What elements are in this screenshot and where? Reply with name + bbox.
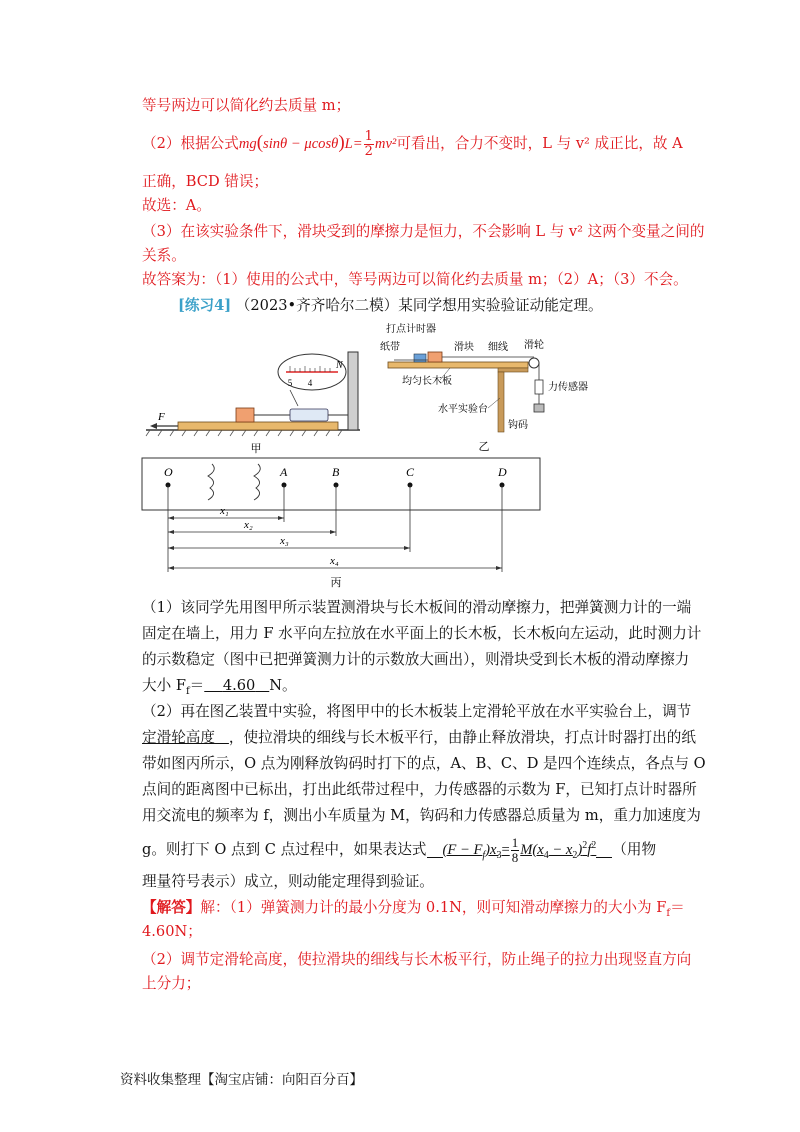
- formula-numerator: 1: [364, 128, 373, 144]
- formula-L: L=: [344, 136, 363, 152]
- q2-formula-part-a: (F − F: [442, 841, 483, 858]
- jia-block: [236, 408, 254, 422]
- yi-label-tape: 纸带: [380, 342, 400, 353]
- q2-formula-sup-2b: 2: [591, 840, 597, 851]
- yi-weight: [534, 404, 544, 412]
- q2-formula-numerator: 1: [511, 835, 519, 851]
- answer-line-1: [142, 898, 685, 924]
- formula-fraction: [364, 130, 374, 159]
- q2-f-prefix: g。则打下 O 点到 C 点过程中，如果表达式: [142, 840, 427, 858]
- answer-tag: 【解答】: [142, 899, 201, 916]
- q2-formula-sub-4: 4: [543, 849, 549, 861]
- formula-mv2: mv²: [374, 136, 397, 152]
- text-line-1: 等号两边可以简化约去质量 m；: [142, 97, 351, 114]
- answer-eq: ＝: [670, 899, 685, 916]
- yi-label-sensor: 力传感器: [548, 382, 588, 393]
- q2-line-c: 带如图丙所示，O 点为刚释放钩码时打下的点，A、B、C、D 是四个连续点，各点与 O: [142, 755, 706, 772]
- jia-caption: 甲: [250, 442, 262, 455]
- jia-scale-unit: N: [336, 360, 343, 371]
- q1-line-d: [142, 676, 297, 702]
- text-line-4: 故选：A。: [142, 197, 211, 214]
- q1-line-a: （1）该同学先用图甲所示装置测滑块与长木板间的滑动摩擦力，把弹簧测力计的一端: [142, 599, 692, 616]
- bing-point-A: A: [280, 465, 288, 479]
- q2-line-f: [142, 830, 657, 866]
- q2-formula-sub-2: 2: [572, 849, 578, 861]
- q2-line-b: [142, 728, 696, 748]
- q2-line-a: （2）再在图乙装置中实验，将图甲中的长木板装上定滑轮平放在水平实验台上，调节: [142, 703, 692, 720]
- jia-spring-scale: [290, 409, 328, 421]
- q2-formula-part-e: ): [577, 841, 583, 858]
- jia-scale-left-label: 5: [287, 378, 293, 388]
- q1-answer-blank: [204, 677, 269, 694]
- formula-rparen: ): [338, 132, 345, 153]
- q2-formula-part-d: − x: [548, 841, 573, 858]
- yi-table: [498, 372, 504, 432]
- practice-heading: [178, 296, 603, 316]
- answer-line-4: 上分力；: [142, 975, 201, 992]
- formula-mg: mg: [238, 136, 257, 152]
- bing-dist-x3: x₃: [280, 535, 289, 547]
- q2-formula-part-f: f: [587, 841, 592, 858]
- q2-line-e: 用交流电的频率为 f，测出小车质量为 M，钩码和力传感器总质量为 m，重力加速度为: [142, 807, 701, 824]
- q2-formula-sup-2a: 2: [582, 840, 588, 851]
- jia-force-label: F: [158, 411, 165, 423]
- figure-yi: [380, 318, 620, 458]
- bing-tape: [142, 458, 540, 510]
- page-footer: 资料收集整理【淘宝店铺：向阳百分百】: [120, 1072, 363, 1088]
- formula-lparen: (: [256, 132, 264, 153]
- yi-pulley: [529, 358, 539, 368]
- formula-denominator: 2: [364, 143, 373, 159]
- q2-answer-blank: [142, 729, 229, 746]
- q2-formula-part-c: M(x: [520, 841, 544, 858]
- q2-formula-eq: =: [501, 841, 510, 858]
- answer-line-3: （2）调节定滑轮高度，使拉滑块的细线与长木板平行，防止绳子的拉力出现竖直方向: [142, 951, 692, 968]
- text-line-2-suffix: 可看出，合力不变时，L 与 v² 成正比，故 A: [396, 135, 683, 152]
- bing-caption: 丙: [330, 576, 342, 589]
- jia-scale-right-label: 4: [307, 378, 313, 388]
- q2-line-g: 理量符号表示）成立，则动能定理得到验证。: [142, 873, 434, 890]
- yi-label-table: 水平实验台: [438, 404, 488, 415]
- q1-sub-f: f: [185, 685, 190, 697]
- yi-force-sensor: [535, 380, 543, 394]
- q2-formula-sub-f: f: [482, 849, 486, 861]
- q1-eq: ＝: [189, 677, 205, 694]
- yi-caption: 乙: [478, 440, 490, 453]
- yi-label-weight: 钩码: [508, 420, 528, 431]
- yi-label-pulley: 滑轮: [524, 340, 544, 351]
- practice-tag: [练习4]: [178, 297, 232, 314]
- text-line-5: （3）在该实验条件下，滑块受到的摩擦力是恒力，不会影响 L 与 v² 这两个变量之间的: [142, 223, 705, 240]
- text-line-7: 故答案为：（1）使用的公式中，等号两边可以简化约去质量 m；（2）A；（3）不会。: [142, 271, 688, 288]
- bing-point-D: D: [498, 465, 507, 479]
- q2-formula: [442, 835, 597, 866]
- answer-text-1: 解：（1）弹簧测力计的最小分度为 0.1N，则可知滑动摩擦力的大小为 F: [200, 899, 667, 916]
- yi-label-block: 滑块: [454, 342, 474, 353]
- q2-f-suffix: （用物: [612, 840, 657, 858]
- yi-timer: [414, 354, 426, 362]
- text-line-3: 正确，BCD 错误；: [142, 173, 269, 190]
- q2-line-d: 点间的距离图中已标出，打出此纸带过程中，力传感器的示数为 F，已知打点计时器所: [142, 781, 697, 798]
- text-line-2: [142, 128, 683, 158]
- answer-line-2: 4.60N；: [142, 923, 202, 940]
- bing-dist-x2: x₂: [244, 519, 253, 531]
- q1-answer: 4.60: [222, 677, 256, 694]
- text-line-2-prefix: （2）根据公式: [142, 135, 239, 152]
- yi-label-string: 细线: [488, 342, 508, 353]
- q2-formula-denominator: 8: [511, 850, 519, 866]
- bing-point-B: B: [332, 465, 340, 479]
- formula-trig: sinθ − μcosθ: [263, 136, 339, 152]
- bing-dist-x4: x₄: [330, 555, 339, 567]
- figure-jia: [140, 318, 380, 458]
- q1-suffix: N。: [269, 677, 297, 694]
- figure-bing: [140, 456, 545, 592]
- bing-point-O: O: [164, 465, 173, 479]
- bing-point-C: C: [406, 465, 415, 479]
- text-line-6: 关系。: [142, 247, 186, 264]
- yi-board: [388, 362, 528, 368]
- q1-line-b: 固定在墙上，用力 F 水平向左拉放在水平面上的长木板，长木板向左运动，此时测力计: [142, 625, 702, 642]
- q2-formula-sub-3: 3: [496, 849, 502, 861]
- bing-dist-x1: x₁: [220, 505, 229, 517]
- q1-line-c: 的示数稳定（图中已把弹簧测力计的示数放大画出），则滑块受到长木板的滑动摩擦力: [142, 651, 690, 668]
- q1-prefix: 大小 F: [142, 677, 186, 694]
- answer-sub-f: f: [666, 907, 671, 919]
- yi-block: [428, 352, 442, 362]
- q2-answer: 定滑轮高度: [142, 729, 215, 746]
- practice-text: （2023•齐齐哈尔二模）某同学想用实验验证动能定理。: [235, 297, 603, 314]
- q2-formula-part-b: )x: [485, 841, 497, 858]
- yi-label-board: 均匀长木板: [402, 376, 452, 387]
- jia-board: [178, 422, 338, 430]
- yi-label-timer: 打点计时器: [386, 324, 436, 335]
- q2-line-b-rest: ，使拉滑块的细线与长木板平行，由静止释放滑块，打点计时器打出的纸: [228, 729, 696, 746]
- q2-formula-fraction: [511, 836, 520, 865]
